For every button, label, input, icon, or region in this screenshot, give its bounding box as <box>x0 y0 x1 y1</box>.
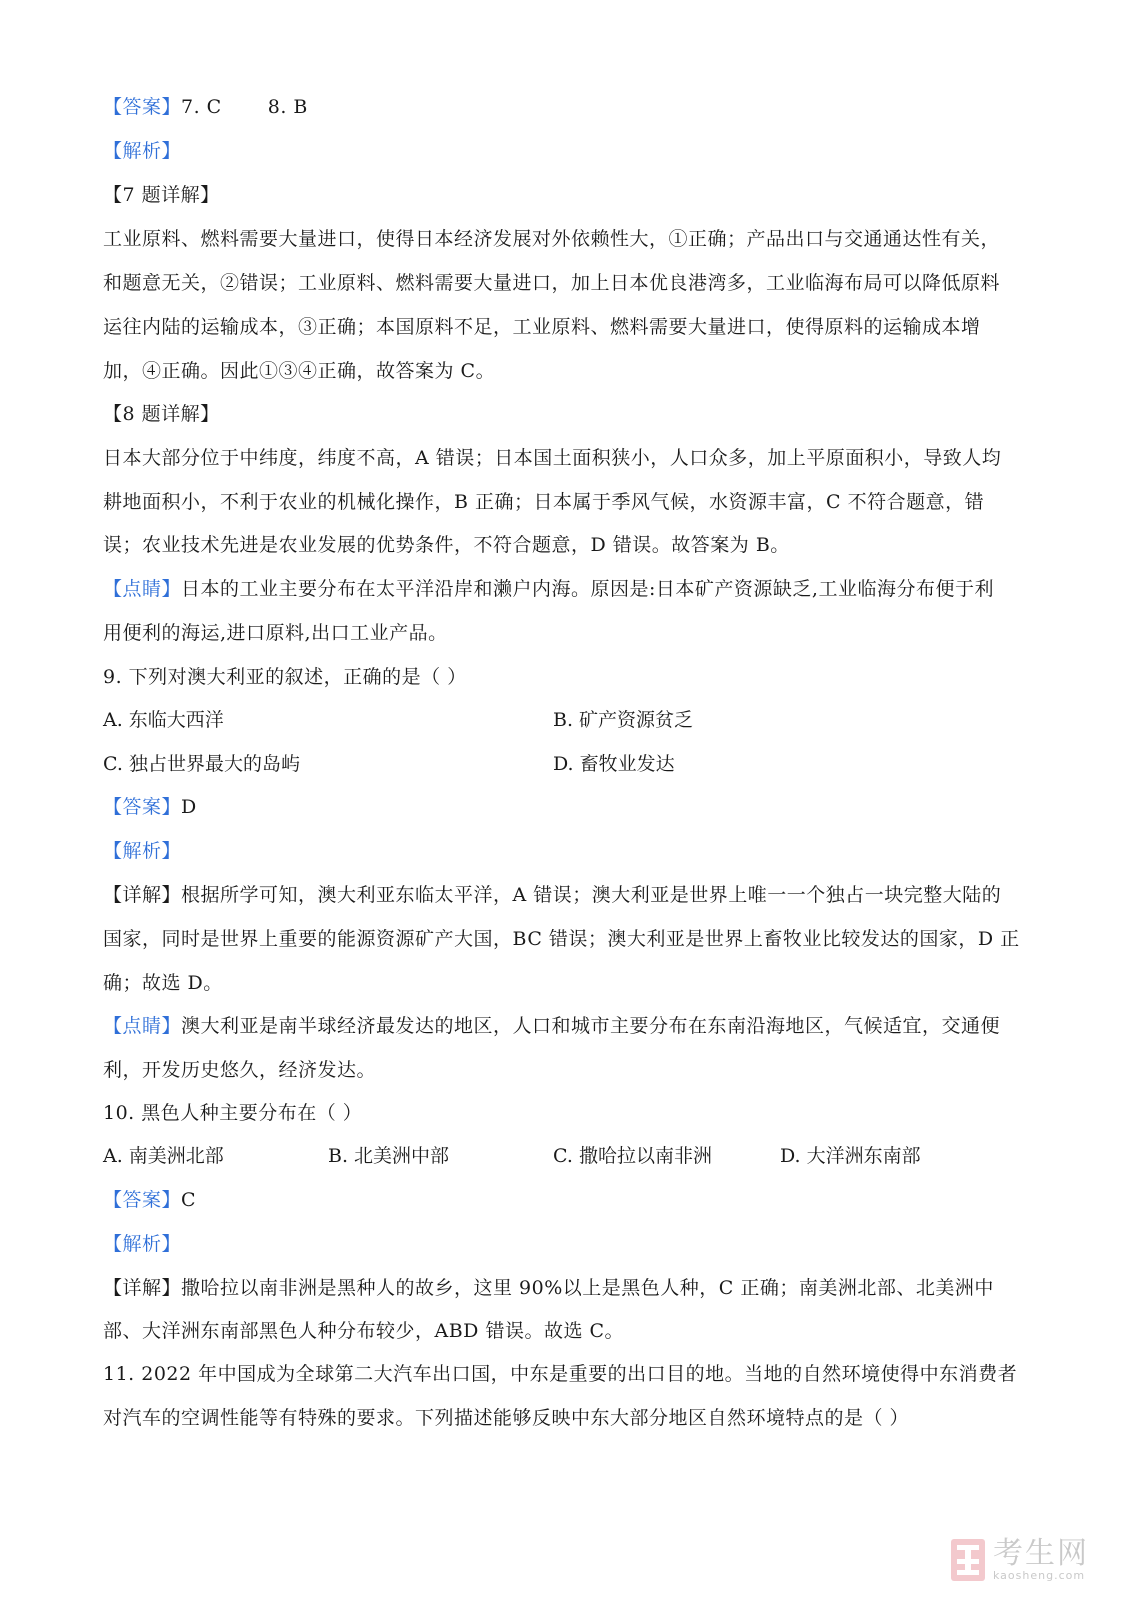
q11-question: 11. 2022 年中国成为全球第二大汽车出口国，中东是重要的出口目的地。当地的自然环境使得中东消费者 <box>103 1363 1018 1385</box>
q10-answer-line <box>103 1187 196 1213</box>
watermark <box>951 1538 1089 1582</box>
tip-text-continued: 利，开发历史悠久，经济发达。 <box>103 1059 377 1081</box>
q9-question: 9. 下列对澳大利亚的叙述，正确的是（ ） <box>103 666 467 688</box>
q7-detail-line: 运往内陆的运输成本，③正确；本国原料不足，工业原料、燃料需要大量进口，使得原料的运输成本增 <box>103 316 981 338</box>
answer-8: 8. B <box>267 96 308 118</box>
kaosheng-logo-icon <box>951 1539 985 1581</box>
watermark-url: kaosheng.com <box>993 1569 1086 1582</box>
answer-tag: 【答案】 <box>103 1189 182 1211</box>
q10-option-d: D. 大洋洲东南部 <box>780 1145 921 1167</box>
q7-detail-title: 【7 题详解】 <box>103 184 220 206</box>
q9-option-c: C. 独占世界最大的岛屿 <box>103 753 300 775</box>
answer-tag: 【答案】 <box>103 796 182 818</box>
analysis-tag: 【解析】 <box>103 1233 182 1255</box>
analysis-tag: 【解析】 <box>103 140 182 162</box>
tip-text: 澳大利亚是南半球经济最发达的地区，人口和城市主要分布在东南沿海地区，气候适宜，交通便 <box>181 1015 1001 1037</box>
q9-answer: D <box>181 796 197 818</box>
q9-tip-line <box>103 1013 1000 1039</box>
q7-detail-line: 和题意无关，②错误；工业原料、燃料需要大量进口，加上日本优良港湾多，工业临海布局可以降低原料 <box>103 272 1001 294</box>
q9-option-d: D. 畜牧业发达 <box>553 753 675 775</box>
detail-text: 撒哈拉以南非洲是黑种人的故乡，这里 90%以上是黑色人种，C 正确；南美洲北部、北美洲中 <box>181 1277 994 1299</box>
tip-tag: 【点睛】 <box>103 578 182 600</box>
q9-answer-line <box>103 794 197 820</box>
q7-8-tip-line <box>103 576 994 602</box>
q9-detail-line <box>103 882 1001 908</box>
q11-question-continued: 对汽车的空调性能等有特殊的要求。下列描述能够反映中东大部分地区自然环境特点的是（ ） <box>103 1407 910 1429</box>
q7-8-answer-line <box>103 94 308 120</box>
q8-detail-line: 日本大部分位于中纬度，纬度不高，A 错误；日本国土面积狭小，人口众多，加上平原面积小，导致人均 <box>103 447 1002 469</box>
q8-detail-line: 耕地面积小，不利于农业的机械化操作，B 正确；日本属于季风气候，水资源丰富，C 不符合题意，错 <box>103 491 985 513</box>
answer-7: 7. C <box>181 96 222 118</box>
q7-detail-line: 工业原料、燃料需要大量进口，使得日本经济发展对外依赖性大，①正确；产品出口与交通通达性有关， <box>103 228 1001 250</box>
q8-detail-line: 误；农业技术先进是农业发展的优势条件，不符合题意，D 错误。故答案为 B。 <box>103 534 790 556</box>
q10-answer: C <box>181 1189 197 1211</box>
q10-question: 10. 黑色人种主要分布在（ ） <box>103 1102 363 1124</box>
detail-tag: 【详解】 <box>103 884 182 906</box>
q9-option-b: B. 矿产资源贫乏 <box>553 709 694 731</box>
q8-detail-title: 【8 题详解】 <box>103 403 220 425</box>
q9-detail-continued: 国家，同时是世界上重要的能源资源矿产大国，BC 错误；澳大利亚是世界上畜牧业比较发达的国家，D 正 <box>103 928 1020 950</box>
q10-detail-continued: 部、大洋洲东南部黑色人种分布较少，ABD 错误。故选 C。 <box>103 1320 625 1342</box>
tip-text: 日本的工业主要分布在太平洋沿岸和濑户内海。原因是:日本矿产资源缺乏,工业临海分布便于利 <box>181 578 994 600</box>
q10-option-a: A. 南美洲北部 <box>103 1145 224 1167</box>
tip-tag: 【点睛】 <box>103 1015 182 1037</box>
q10-option-b: B. 北美洲中部 <box>328 1145 450 1167</box>
answer-tag: 【答案】 <box>103 96 182 118</box>
q9-detail-continued: 确；故选 D。 <box>103 972 223 994</box>
detail-tag: 【详解】 <box>103 1277 182 1299</box>
q9-option-a: A. 东临大西洋 <box>103 709 224 731</box>
tip-text-continued: 用便利的海运,进口原料,出口工业产品。 <box>103 622 448 644</box>
q10-option-c: C. 撒哈拉以南非洲 <box>553 1145 712 1167</box>
detail-text: 根据所学可知，澳大利亚东临太平洋，A 错误；澳大利亚是世界上唯一一个独占一块完整大陆的 <box>181 884 1002 906</box>
q10-detail-line <box>103 1275 994 1301</box>
q7-detail-line: 加，④正确。因此①③④正确，故答案为 C。 <box>103 360 496 382</box>
analysis-tag: 【解析】 <box>103 840 182 862</box>
watermark-text: 考生网 <box>993 1536 1089 1571</box>
